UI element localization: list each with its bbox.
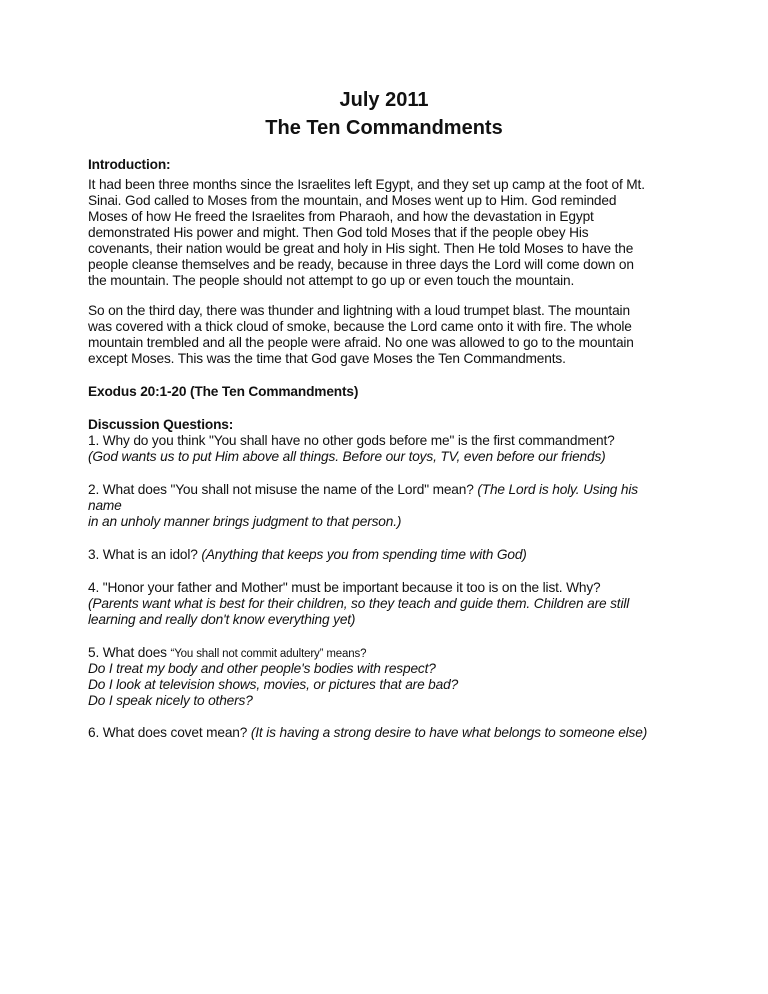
intro-line: mountain trembled and all the people were afraid. No one was allowed to go to the mountain	[88, 335, 634, 350]
page-title-date: July 2011	[339, 89, 429, 111]
intro-line: It had been three months since the Israelites left Egypt, and they set up camp at the foot of Mt.	[88, 177, 645, 192]
question-6: 6. What does covet mean?	[88, 725, 251, 740]
intro-line: the mountain. The people should not attempt to go up or even touch the mountain.	[88, 273, 575, 288]
question-2-line	[88, 482, 638, 498]
answer-4: (Parents want what is best for their children, so they teach and guide them. Children are still	[88, 596, 630, 611]
answer-5: Do I speak nicely to others?	[88, 693, 253, 708]
answer-2: in an unholy manner brings judgment to that person.)	[88, 514, 402, 529]
question-2: 2. What does "You shall not misuse the name of the Lord" mean?	[88, 482, 478, 497]
introduction-heading: Introduction:	[88, 157, 171, 172]
intro-line: Sinai. God called to Moses from the mountain, and Moses went up to Him. God reminded	[88, 193, 617, 208]
intro-line: was covered with a thick cloud of smoke, because the Lord came onto it with fire. The whole	[88, 319, 632, 334]
answer-2: (The Lord is holy. Using his	[477, 482, 638, 497]
answer-5: Do I look at television shows, movies, or pictures that are bad?	[88, 677, 459, 692]
question-5-quote: “You shall not commit adultery” means?	[170, 648, 367, 660]
intro-line: Moses of how He freed the Israelites from Pharaoh, and how the devastation in Egypt	[88, 209, 594, 224]
question-4: 4. "Honor your father and Mother" must be important because it too is on the list. Why?	[88, 580, 601, 595]
intro-line: people cleanse themselves and be ready, because in three days the Lord will come down on	[88, 257, 634, 272]
question-6-line	[88, 725, 647, 741]
scripture-reference: Exodus 20:1-20 (The Ten Commandments)	[88, 384, 359, 399]
answer-1: (God wants us to put Him above all things. Before our toys, TV, even before our friends)	[88, 449, 606, 464]
question-3-line	[88, 547, 527, 563]
page-title: The Ten Commandments	[265, 117, 503, 139]
question-5: 5. What does	[88, 645, 171, 660]
intro-line: So on the third day, there was thunder and lightning with a loud trumpet blast. The mountain	[88, 303, 630, 318]
intro-line: except Moses. This was the time that God gave Moses the Ten Commandments.	[88, 351, 566, 366]
intro-line: covenants, their nation would be great and holy in His sight. Then He told Moses to have the	[88, 241, 634, 256]
answer-2: name	[88, 498, 122, 513]
answer-3: (Anything that keeps you from spending time with God)	[201, 547, 527, 562]
discussion-heading: Discussion Questions:	[88, 417, 234, 432]
question-5-line	[88, 645, 366, 662]
answer-6: (It is having a strong desire to have what belongs to someone else)	[250, 725, 648, 740]
question-1: 1. Why do you think "You shall have no other gods before me" is the first commandment?	[88, 433, 615, 448]
answer-4: learning and really don't know everything yet)	[88, 612, 356, 627]
intro-line: demonstrated His power and might. Then God told Moses that if the people obey His	[88, 225, 589, 240]
answer-5: Do I treat my body and other people's bodies with respect?	[88, 661, 436, 676]
question-3: 3. What is an idol?	[88, 547, 202, 562]
